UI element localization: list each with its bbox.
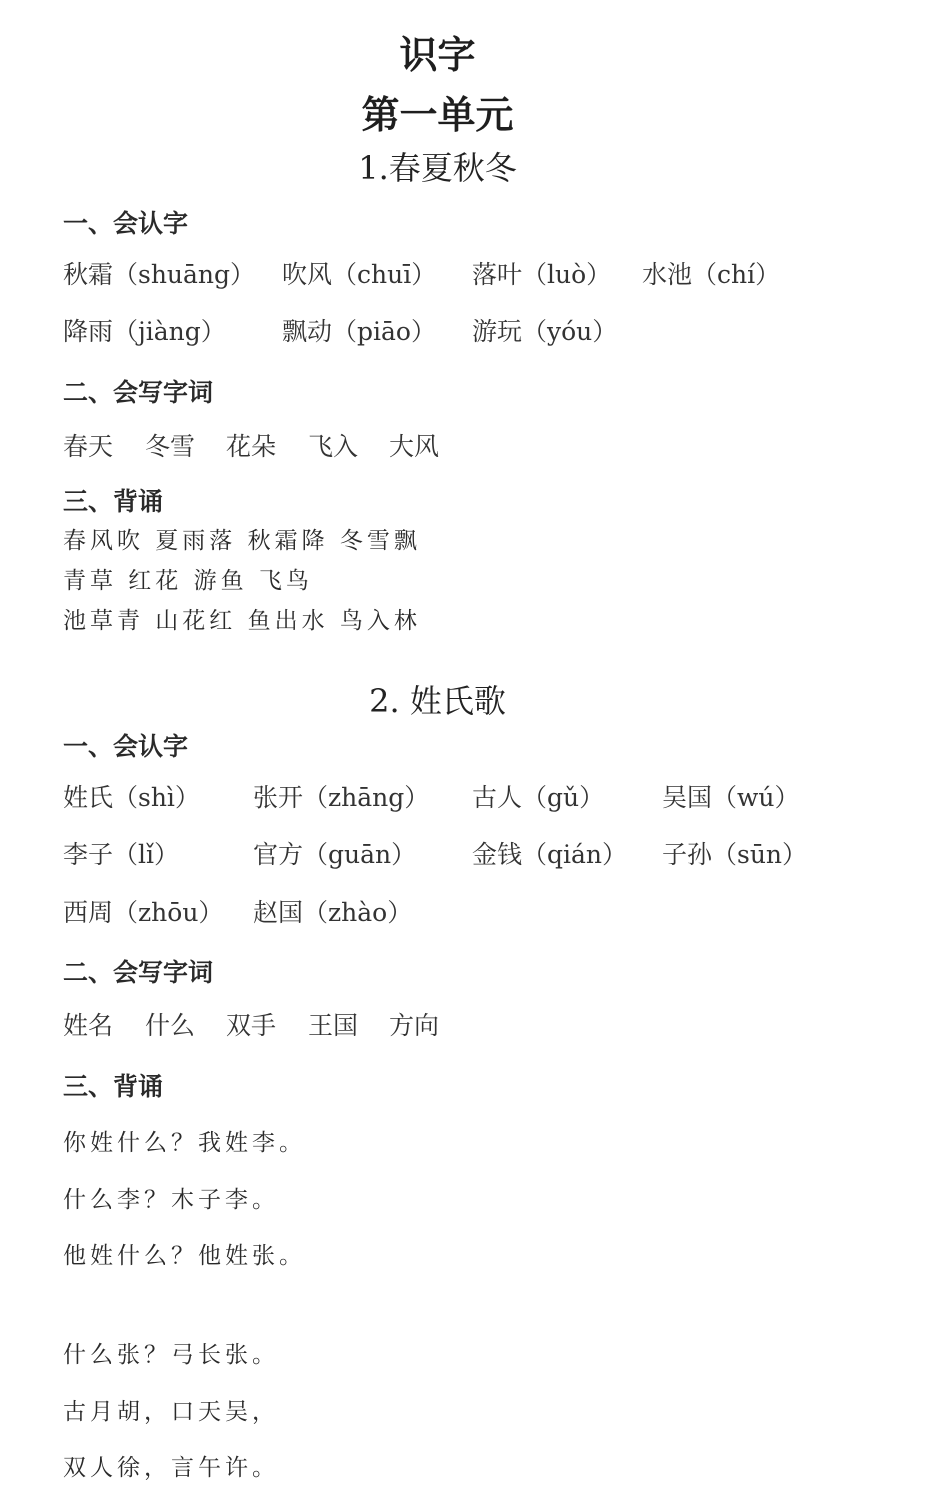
recite-line: 双人徐，言午许。 — [63, 1455, 279, 1481]
write-word: 什么 — [145, 1011, 196, 1040]
recite-line: 池草青 山花红 鱼出水 鸟入林 — [63, 608, 421, 634]
recognize-word: 金钱（qián） — [472, 840, 628, 869]
recognize-word: 李子（lǐ） — [63, 840, 179, 869]
write-word: 双手 — [226, 1011, 277, 1040]
lesson-title: 2. 姓氏歌 — [369, 682, 506, 720]
recognize-word: 官方（guān） — [253, 840, 417, 869]
recognize-word: 游玩（yóu） — [472, 317, 618, 346]
recognize-word: 西周（zhōu） — [63, 898, 224, 927]
write-word: 王国 — [308, 1011, 359, 1040]
write-word: 大风 — [389, 432, 440, 461]
recognize-word: 张开（zhāng） — [253, 783, 430, 812]
write-word: 方向 — [389, 1011, 440, 1040]
recognize-word: 水池（chí） — [642, 260, 781, 289]
unit-title: 第一单元 — [361, 93, 514, 137]
recognize-word: 吴国（wú） — [662, 783, 800, 812]
section-heading-write: 二、会写字词 — [63, 958, 214, 987]
section-heading-recite: 三、背诵 — [63, 1072, 164, 1101]
recognize-word: 飘动（piāo） — [282, 317, 436, 346]
section-heading-recognize: 一、会认字 — [63, 209, 189, 238]
recite-line: 你姓什么？我姓李。 — [63, 1130, 306, 1156]
write-word: 姓名 — [63, 1011, 114, 1040]
recognize-word: 落叶（luò） — [472, 260, 612, 289]
recite-line: 青草 红花 游鱼 飞鸟 — [63, 568, 313, 594]
recognize-word: 姓氏（shì） — [63, 783, 200, 812]
recognize-word: 秋霜（shuāng） — [63, 260, 256, 289]
recognize-word: 吹风（chuī） — [282, 260, 437, 289]
recite-line: 他姓什么？他姓张。 — [63, 1243, 306, 1269]
recite-line: 古月胡，口天吴， — [63, 1399, 279, 1425]
section-heading-write: 二、会写字词 — [63, 378, 214, 407]
recite-line: 春风吹 夏雨落 秋霜降 冬雪飘 — [63, 528, 421, 554]
recognize-word: 古人（gǔ） — [472, 783, 605, 812]
recognize-word: 降雨（jiàng） — [63, 317, 226, 346]
recite-line: 什么李？木子李。 — [63, 1187, 279, 1213]
write-word: 春天 — [63, 432, 114, 461]
recognize-word: 子孙（sūn） — [662, 840, 808, 869]
write-word: 冬雪 — [145, 432, 196, 461]
section-heading-recognize: 一、会认字 — [63, 732, 189, 761]
write-word: 飞入 — [308, 432, 359, 461]
recite-line: 什么张？弓长张。 — [63, 1342, 279, 1368]
lesson-title: 1.春夏秋冬 — [358, 149, 517, 187]
recognize-word: 赵国（zhào） — [253, 898, 413, 927]
section-heading-recite: 三、背诵 — [63, 487, 164, 516]
write-word: 花朵 — [226, 432, 277, 461]
page-title: 识字 — [399, 33, 476, 77]
